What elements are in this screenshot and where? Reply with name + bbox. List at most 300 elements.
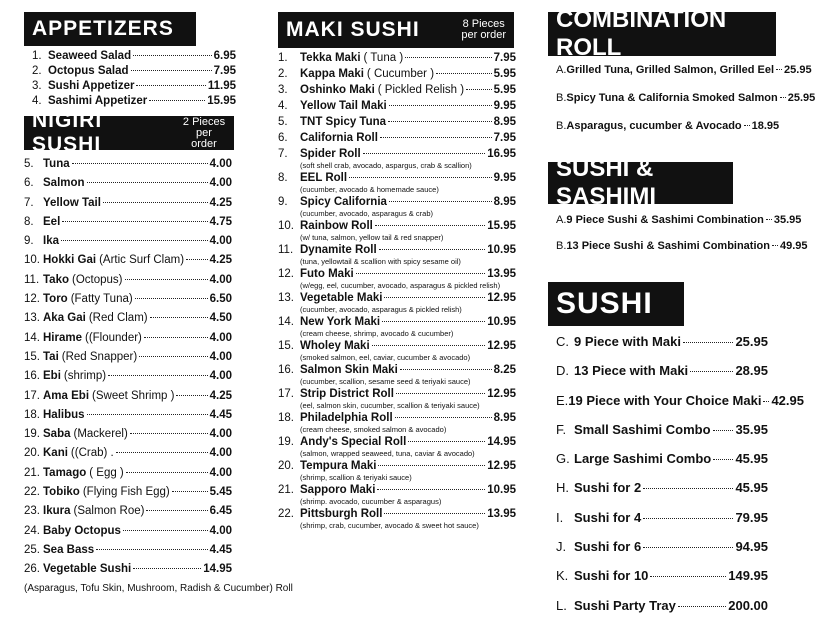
item-price: 18.95	[751, 120, 780, 132]
maki-item	[278, 244, 516, 268]
dot-leader	[713, 430, 734, 431]
sushi-item	[556, 598, 768, 627]
item-price: 35.95	[735, 421, 768, 437]
item-number: 17.	[278, 388, 294, 400]
item-name: Large Sashimi Combo	[574, 451, 712, 467]
dot-leader	[408, 441, 485, 442]
combination-item	[556, 120, 780, 148]
dot-leader	[766, 219, 772, 220]
item-name: Grilled Tuna, Grilled Salmon, Grilled Eel	[566, 64, 775, 76]
item-name: Halibus	[43, 408, 85, 421]
sushi-sashimi-list	[548, 214, 808, 266]
dot-leader	[380, 137, 492, 138]
item-number: G.	[556, 451, 570, 467]
item-price: 12.95	[487, 292, 516, 304]
nigiri-item	[24, 428, 232, 447]
item-name: 13 Piece Sushi & Sashimi Combination	[566, 240, 770, 252]
sushi-sashimi-header	[548, 155, 733, 210]
sushi-sashimi-item	[556, 214, 802, 240]
maki-title: MAKI SUSHI	[286, 18, 420, 41]
item-name: Kani	[43, 447, 68, 460]
dot-leader	[650, 576, 726, 577]
item-number: L.	[556, 597, 567, 613]
combination-header	[548, 6, 776, 61]
nigiri-sub1: 2 Pieces	[182, 115, 226, 128]
maki-item-desc: (w/ tuna, salmon, yellow tail & red snapper)	[300, 233, 444, 242]
item-number: 25.	[24, 543, 40, 556]
sushi-item	[556, 539, 768, 568]
maki-item	[278, 52, 516, 68]
maki-item-row	[278, 172, 516, 185]
item-name: Andy's Special Roll	[300, 436, 407, 448]
item-note: ((Flounder)	[85, 331, 142, 344]
vegetable-sushi-desc: (Asparagus, Tofu Skin, Mushroom, Radish & Cucumber) Roll	[24, 582, 293, 594]
item-name: Spicy California	[300, 196, 387, 208]
dot-leader	[149, 100, 205, 101]
dot-leader	[363, 153, 486, 154]
dot-leader	[150, 317, 208, 318]
maki-item-desc: (soft shell crab, avocado, aspargus, crab & scallion)	[300, 161, 472, 170]
nigiri-item	[24, 505, 232, 524]
item-number: 6.	[24, 177, 34, 190]
item-price: 7.95	[213, 65, 236, 77]
item-price: 45.95	[735, 451, 768, 467]
maki-item	[278, 364, 516, 388]
dot-leader	[388, 121, 492, 122]
dot-leader	[176, 395, 207, 396]
item-name: Seaweed Salad	[48, 50, 132, 62]
maki-header	[278, 12, 514, 48]
item-name: New York Maki	[300, 316, 381, 328]
dot-leader	[780, 97, 786, 98]
sushi-item	[556, 363, 768, 392]
item-price: 42.95	[771, 392, 804, 408]
item-price: 200.00	[728, 597, 768, 613]
item-number: 3.	[32, 80, 42, 92]
item-note: ((Crab) .	[70, 447, 114, 460]
maki-item-row	[278, 436, 516, 449]
item-name: Yellow Tail	[43, 196, 101, 209]
nigiri-item	[24, 197, 232, 216]
item-name: Toro	[43, 293, 68, 306]
item-name: Oshinko Maki	[300, 84, 375, 96]
dot-leader	[103, 202, 208, 203]
item-number: 13.	[278, 292, 294, 304]
maki-item-row	[278, 412, 516, 425]
item-number: 9.	[24, 235, 34, 248]
item-price: 11.95	[207, 80, 236, 92]
item-name: Spider Roll	[300, 148, 361, 160]
nigiri-subtitle	[182, 117, 226, 150]
dot-leader	[466, 89, 492, 90]
maki-item	[278, 460, 516, 484]
item-number: 16.	[278, 364, 294, 376]
item-note: (Fatty Tuna)	[70, 293, 133, 306]
item-number: A.	[556, 214, 567, 226]
maki-item-desc: (shrimp, crab, cucumber, avocado & sweet hot sauce)	[300, 521, 479, 530]
nigiri-item	[24, 293, 232, 312]
item-price: 12.95	[487, 460, 516, 472]
dot-leader	[690, 371, 733, 372]
item-number: 16.	[24, 370, 40, 383]
item-number: 3.	[278, 84, 288, 96]
nigiri-item	[24, 447, 232, 466]
item-name: Tekka Maki	[300, 52, 361, 64]
maki-sub1: 8 Pieces	[462, 18, 505, 30]
dot-leader	[643, 488, 733, 489]
maki-item-row	[278, 460, 516, 473]
dot-leader	[744, 125, 750, 126]
item-price: 4.00	[209, 177, 232, 190]
maki-item-desc: (shrimp, scallion & teriyaki sauce)	[300, 473, 412, 482]
item-price: 8.95	[493, 196, 516, 208]
item-name: 9 Piece with Maki	[574, 334, 681, 349]
item-name: Sushi for 6	[574, 539, 642, 555]
maki-item	[278, 388, 516, 412]
nigiri-sub2: per order	[191, 126, 217, 150]
item-note: (Salmon Roe)	[73, 505, 145, 518]
maki-item-row	[278, 508, 516, 521]
item-number: 10.	[24, 254, 40, 267]
appetizer-item	[32, 95, 236, 110]
item-name: Hirame	[43, 331, 82, 344]
item-number: 5.	[24, 158, 34, 170]
maki-list	[278, 52, 516, 532]
maki-item-desc: (w/egg, eel, cucumber, avocado, asparagus & pickled relish)	[300, 281, 501, 290]
nigiri-item	[24, 158, 232, 177]
item-name: Vegetable Maki	[300, 292, 383, 304]
combination-item	[556, 64, 812, 92]
item-name: Philadelphia Roll	[300, 412, 393, 424]
maki-item-row	[278, 196, 516, 209]
nigiri-item	[24, 216, 232, 235]
dot-leader	[133, 55, 212, 56]
maki-item	[278, 116, 516, 132]
item-note: (Artic Surf Clam)	[99, 254, 185, 267]
sushi-list	[548, 334, 804, 627]
item-price: 13.95	[487, 268, 516, 280]
combination-title: COMBINATION ROLL	[556, 6, 727, 61]
item-name: Tuna	[43, 158, 70, 170]
item-price: 149.95	[728, 568, 768, 584]
item-price: 4.25	[209, 196, 232, 209]
maki-item-desc: (cream cheese, smoked salmon & avocado)	[300, 425, 447, 434]
combination-list	[548, 64, 815, 148]
item-price: 7.95	[493, 52, 516, 64]
item-number: 15.	[278, 340, 294, 352]
item-price: 4.45	[209, 543, 232, 556]
item-price: 15.95	[207, 95, 236, 107]
item-price: 4.00	[209, 158, 232, 170]
item-name: TNT Spicy Tuna	[300, 116, 387, 128]
item-note: ( Egg )	[89, 466, 124, 479]
item-name: Futo Maki	[300, 268, 354, 280]
item-name: Aka Gai	[43, 312, 86, 325]
maki-item-desc: (shrimp. avocado, cucumber & asparagus)	[300, 497, 442, 506]
item-price: 4.25	[209, 254, 232, 267]
nigiri-header	[24, 109, 234, 156]
maki-item-desc: (cucumber, scallion, sesame seed & teriyaki sauce)	[300, 377, 471, 386]
item-price: 49.95	[779, 240, 808, 252]
item-number: 10.	[278, 220, 294, 232]
item-name: Ika	[43, 235, 59, 248]
item-price: 13.95	[487, 508, 516, 520]
item-name: Tai	[43, 350, 59, 363]
item-number: B.	[556, 120, 567, 132]
item-number: 23.	[24, 505, 40, 518]
dot-leader	[87, 182, 208, 183]
nigiri-item	[24, 274, 232, 293]
item-price: 10.95	[487, 316, 516, 328]
item-price: 9.95	[493, 100, 516, 112]
nigiri-item	[24, 235, 232, 254]
nigiri-item	[24, 370, 232, 389]
sushi-title: SUSHI	[556, 287, 653, 320]
sushi-item	[556, 392, 804, 422]
appetizers-title: APPETIZERS	[32, 17, 174, 40]
item-number: 5.	[278, 116, 288, 128]
sushi-item	[556, 510, 768, 539]
item-price: 5.45	[209, 486, 232, 499]
item-number: D.	[556, 363, 569, 379]
maki-item-row	[278, 84, 516, 100]
maki-item	[278, 84, 516, 100]
item-name: 19 Piece with Your Choice Maki	[568, 392, 762, 408]
item-name: 13 Piece with Maki	[574, 363, 689, 379]
dot-leader	[172, 491, 208, 492]
nigiri-title: NIGIRI SUSHI	[32, 109, 103, 156]
maki-item	[278, 100, 516, 116]
item-name: EEL Roll	[300, 172, 348, 184]
maki-item	[278, 484, 516, 508]
item-number: 11.	[278, 244, 294, 256]
item-price: 79.95	[735, 509, 768, 525]
dot-leader	[379, 249, 486, 250]
item-name: Sushi Appetizer	[48, 80, 135, 92]
maki-item-row	[278, 148, 516, 161]
item-number: A.	[556, 64, 567, 76]
maki-item	[278, 220, 516, 244]
maki-item-row	[278, 364, 516, 377]
middle-column	[278, 0, 518, 532]
dot-leader	[372, 345, 486, 346]
item-number: B.	[556, 240, 567, 252]
item-number: 7.	[24, 196, 34, 209]
item-price: 6.50	[209, 293, 232, 306]
item-price: 4.45	[209, 408, 232, 421]
maki-item-desc: (eel, salmon skin, cucumber, scallion & teriyaki sauce)	[300, 401, 480, 410]
item-price: 4.00	[209, 273, 232, 286]
dot-leader	[126, 472, 208, 473]
item-price: 8.25	[493, 364, 516, 376]
nigiri-item	[24, 486, 232, 505]
item-name: Octopus Salad	[48, 65, 129, 77]
item-name: Salmon Skin Maki	[300, 364, 398, 376]
item-number: F.	[556, 421, 567, 437]
item-note: (Mackerel)	[73, 428, 128, 441]
maki-subtitle	[461, 19, 506, 41]
sushi-item	[556, 568, 768, 597]
dot-leader	[135, 298, 208, 299]
item-note: (Sweet Shrimp )	[92, 389, 175, 402]
nigiri-item	[24, 332, 232, 351]
dot-leader	[136, 85, 205, 86]
item-number: 12.	[278, 268, 294, 280]
maki-item-desc: (cucumber, avocado & homemade sauce)	[300, 185, 439, 194]
item-price: 15.95	[487, 220, 516, 232]
item-price: 10.95	[487, 244, 516, 256]
item-name: Rainbow Roll	[300, 220, 373, 232]
dot-leader	[123, 530, 208, 531]
maki-item-row	[278, 268, 516, 281]
nigiri-item	[24, 409, 232, 428]
item-price: 4.00	[209, 331, 232, 344]
item-number: 13.	[24, 312, 40, 325]
item-price: 16.95	[487, 148, 516, 160]
item-name: Dynamite Roll	[300, 244, 377, 256]
item-number: B.	[556, 92, 567, 104]
nigiri-item	[24, 390, 232, 409]
item-price: 25.95	[735, 334, 768, 349]
item-number: 1.	[32, 50, 42, 62]
nigiri-item	[24, 563, 232, 582]
sushi-item	[556, 451, 768, 480]
item-name: Wholey Maki	[300, 340, 370, 352]
item-number: 2.	[278, 68, 288, 80]
item-note: (shrimp)	[63, 370, 107, 383]
item-name: Ebi	[43, 370, 61, 383]
item-price: 8.95	[493, 412, 516, 424]
item-note: (Red Clam)	[88, 312, 148, 325]
maki-item-row	[278, 132, 516, 148]
item-name: Tobiko	[43, 486, 80, 499]
maki-item-desc: (cream cheese, shrimp, avocado & cucumber)	[300, 329, 454, 338]
item-name: Small Sashimi Combo	[574, 421, 711, 437]
maki-item-row	[278, 292, 516, 305]
maki-item-desc: (tuna, yellowtail & scallion with spicy sesame oil)	[300, 257, 461, 266]
item-note: (Flying Fish Egg)	[82, 486, 170, 499]
maki-item-row	[278, 52, 516, 68]
item-number: 8.	[24, 215, 34, 228]
item-price: 4.50	[209, 312, 232, 325]
item-name: Sushi for 4	[574, 509, 642, 525]
item-name: Ama Ebi	[43, 389, 90, 402]
maki-item	[278, 508, 516, 532]
item-name: Sushi for 10	[574, 568, 649, 584]
maki-item	[278, 68, 516, 84]
item-number: 14.	[278, 316, 294, 328]
dot-leader	[713, 459, 733, 460]
dot-leader	[772, 245, 778, 246]
item-name: Sushi for 2	[574, 480, 642, 496]
maki-item	[278, 268, 516, 292]
maki-item-row	[278, 388, 516, 401]
item-name: Strip District Roll	[300, 388, 394, 400]
item-number: 4.	[32, 95, 42, 107]
dot-leader	[395, 417, 492, 418]
left-column	[24, 0, 293, 595]
item-price: 8.95	[493, 116, 516, 128]
nigiri-item	[24, 312, 232, 331]
item-number: 21.	[24, 466, 40, 479]
item-name: California Roll	[300, 132, 378, 144]
item-number: 22.	[24, 486, 40, 499]
dot-leader	[133, 568, 201, 569]
sushi-item	[556, 480, 768, 509]
maki-item	[278, 132, 516, 148]
dot-leader	[349, 177, 492, 178]
item-note: ( Pickled Relish )	[377, 84, 465, 96]
item-name: Ikura	[43, 505, 71, 518]
item-name: Pittsburgh Roll	[300, 508, 383, 520]
item-price: 4.00	[209, 235, 232, 248]
item-number: 9.	[278, 196, 288, 208]
item-number: 22.	[278, 508, 294, 520]
item-number: 11.	[24, 273, 40, 286]
dot-leader	[139, 356, 207, 357]
nigiri-item	[24, 351, 232, 370]
sushi-item	[556, 334, 768, 363]
dot-leader	[144, 337, 208, 338]
item-name: Yellow Tail Maki	[300, 100, 387, 112]
appetizers-list	[24, 50, 236, 110]
maki-item	[278, 436, 516, 460]
dot-leader	[356, 273, 486, 274]
dot-leader	[146, 510, 207, 511]
item-number: 8.	[278, 172, 288, 184]
item-price: 7.95	[493, 132, 516, 144]
item-name: 9 Piece Sushi & Sashimi Combination	[566, 214, 764, 226]
item-name: Sapporo Maki	[300, 484, 376, 496]
right-column	[548, 0, 815, 627]
appetizer-item	[32, 80, 236, 95]
sushi-sashimi-title: SUSHI & SASHIMI	[556, 155, 657, 210]
item-price: 9.95	[493, 172, 516, 184]
sushi-sashimi-item	[556, 240, 808, 266]
appetizer-item	[32, 65, 236, 80]
maki-item-row	[278, 116, 516, 132]
item-name: Saba	[43, 428, 71, 441]
item-number: 20.	[24, 447, 40, 460]
dot-leader	[108, 375, 208, 376]
item-number: H.	[556, 480, 569, 496]
item-price: 10.95	[487, 484, 516, 496]
item-number: 18.	[278, 412, 294, 424]
dot-leader	[62, 221, 207, 222]
item-name: Sushi Party Tray	[574, 597, 676, 613]
maki-item-row	[278, 68, 516, 84]
item-number: E.	[556, 392, 569, 408]
item-price: 6.45	[209, 505, 232, 518]
item-price: 45.95	[735, 480, 768, 496]
item-note: ( Cucumber )	[366, 68, 435, 80]
item-number: J.	[556, 539, 567, 555]
item-number: 20.	[278, 460, 294, 472]
item-name: Kappa Maki	[300, 68, 364, 80]
dot-leader	[87, 414, 208, 415]
dot-leader	[405, 57, 491, 58]
sushi-header	[548, 282, 684, 326]
item-name: Baby Octopus	[43, 524, 121, 537]
maki-item-row	[278, 220, 516, 233]
item-name: Tamago	[43, 466, 87, 479]
item-number: 14.	[24, 331, 40, 344]
maki-item-row	[278, 316, 516, 329]
item-number: 12.	[24, 293, 40, 306]
dot-leader	[643, 518, 733, 519]
item-price: 4.00	[209, 350, 232, 363]
item-number: 6.	[278, 132, 288, 144]
